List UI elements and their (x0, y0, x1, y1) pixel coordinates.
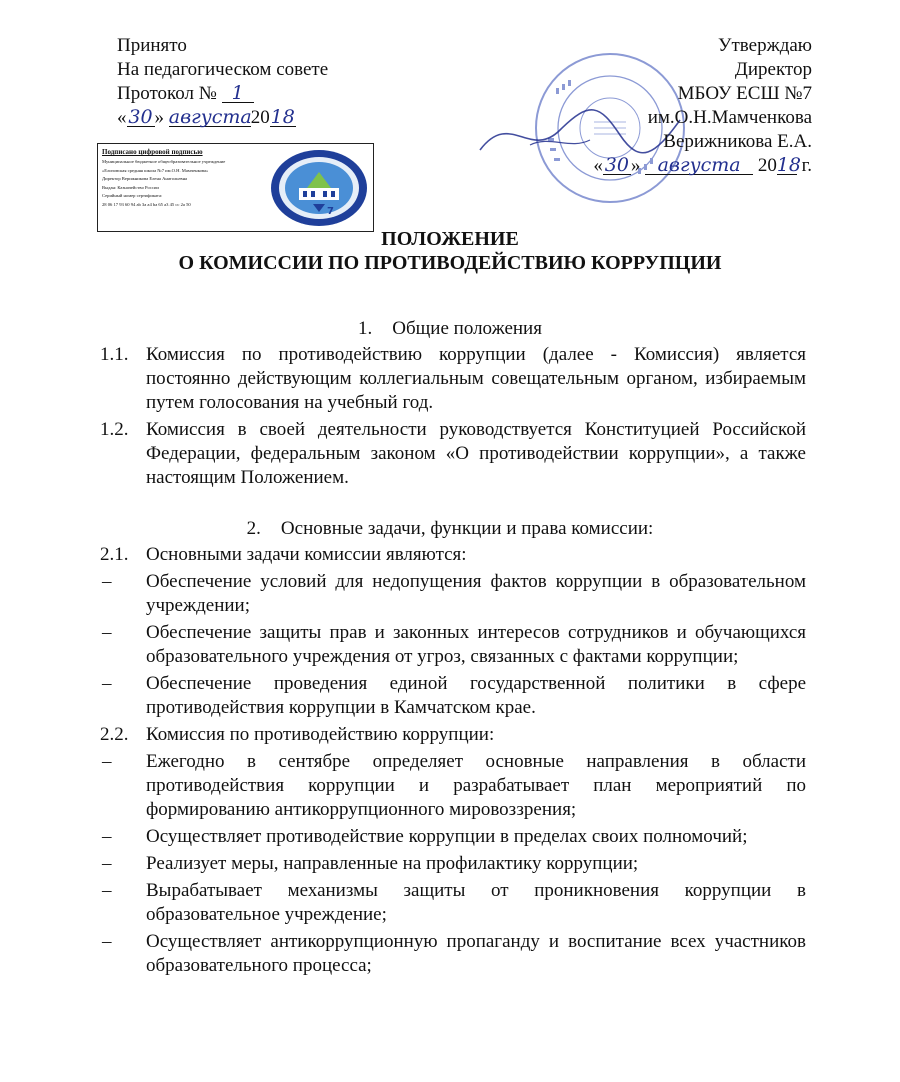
protocol-number: 1 (222, 84, 254, 103)
protocol-label: Протокол № (117, 83, 217, 104)
list-item (0, 930, 806, 978)
approved-year-prefix: 20 (757, 155, 777, 176)
list-item (0, 852, 806, 876)
approval-left-block (117, 34, 328, 130)
clause (0, 543, 806, 567)
list-item (0, 825, 806, 849)
section-title: Общие положения (392, 318, 542, 339)
accepted-year-prefix: 20 (250, 107, 270, 128)
approved-date-day: 30 (604, 154, 629, 176)
section-number: 2. (246, 518, 261, 539)
signature-line: 28 06 17 93 60 94 ab 3a a4 ba 65 a3 45 cc 2a 50 (102, 201, 191, 207)
list-item-text: Обеспечение условий для недопущения фактов коррупции в образовательном учреждении; (146, 571, 806, 616)
list-item-text: Вырабатывает механизмы защиты от проникновения коррупции в образовательное учреждение; (146, 880, 806, 925)
signature-line: «Елизовская средняя школа №7 им.О.Н. Мамченкова» (102, 167, 209, 173)
dash-marker: – (102, 931, 112, 952)
approved-year-suffix: 18 (776, 154, 802, 176)
digital-signature-box (97, 143, 374, 232)
dash-marker: – (102, 826, 112, 847)
council-label: На педагогическом совете (117, 59, 329, 80)
signature-line: Серийный номер сертификата: (102, 193, 163, 199)
accepted-date-day: 30 (128, 106, 153, 128)
open-quote: « (593, 155, 603, 176)
list-item-text: Реализует меры, направленные на профилактику коррупции; (146, 853, 639, 874)
document-title: ПОЛОЖЕНИЕ (381, 228, 519, 250)
approval-right-block (593, 34, 812, 178)
accepted-date-line (117, 106, 328, 130)
list-item (0, 879, 806, 927)
clause-number: 2.2. (100, 724, 129, 745)
open-quote: « (117, 107, 127, 128)
director-name: Верижникова Е.А. (663, 131, 812, 152)
signature-line: Муниципальное бюджетное общеобразовательное учреждение (102, 159, 226, 164)
accepted-label: Принято (117, 35, 187, 56)
dash-marker: – (102, 880, 112, 901)
clause-text: Комиссия в своей деятельности руководствуется Конституцией Российской Федерации, федеральным законом «О противодействии коррупции», а также настоящим Положением. (146, 419, 806, 488)
director-label: Директор (734, 59, 812, 80)
clause (0, 418, 806, 490)
section-heading (0, 315, 900, 343)
school-named-after: им.О.Н.Мамченкова (647, 107, 812, 128)
list-item (0, 621, 806, 669)
dash-marker: – (102, 673, 112, 694)
list-item (0, 570, 806, 618)
section-heading (0, 515, 900, 543)
dash-marker: – (102, 853, 112, 874)
clause-number: 1.1. (100, 344, 129, 365)
digital-signature-details (102, 148, 268, 210)
clause-text: Комиссия по противодействию коррупции: (146, 724, 495, 745)
clause-text: Основными задачи комиссии являются: (146, 544, 467, 565)
close-quote: » (630, 155, 641, 176)
list-item-text: Обеспечение защиты прав и законных интересов сотрудников и обучающихся образовательного учреждения от угроз, связанных с фактами коррупции; (146, 622, 806, 667)
section-number: 1. (358, 318, 373, 339)
school-emblem-icon (269, 148, 369, 228)
clause-number: 2.1. (100, 544, 129, 565)
section-spacer (0, 493, 900, 515)
dash-marker: – (102, 751, 112, 772)
signature-line: Директор Верижникова Елена Анатольевна (102, 176, 188, 182)
list-item-text: Осуществляет антикоррупционную пропаганду и воспитание всех участников образовательного процесса; (146, 931, 806, 976)
dash-marker: – (102, 571, 112, 592)
signature-line: Выдан: Казначейство России (102, 184, 159, 190)
list-item-text: Ежегодно в сентябре определяет основные направления в области противодействия коррупции и разрабатывает план мероприятий по формированию антикоррупционного мировоззрения; (146, 751, 806, 820)
clause (0, 343, 806, 415)
dash-marker: – (102, 622, 112, 643)
clause (0, 723, 806, 747)
school-name: МБОУ ЕСШ №7 (677, 83, 812, 104)
approved-date-month: августа (645, 156, 753, 175)
year-abbrev: г. (801, 155, 812, 176)
clause-number: 1.2. (100, 419, 129, 440)
close-quote: » (154, 107, 164, 128)
protocol-line (117, 82, 328, 106)
clause-text: Комиссия по противодействию коррупции (далее - Комиссия) является постоянно действующим коллегиальным совещательным органом, избираемым путем голосования на учебный год. (146, 344, 806, 413)
approved-date-line (593, 154, 812, 178)
svg-text:7: 7 (327, 206, 334, 217)
section-title: Основные задачи, функции и права комиссии: (280, 518, 654, 539)
approve-label: Утверждаю (718, 35, 812, 56)
document-body (0, 315, 900, 981)
accepted-year-suffix: 18 (270, 106, 295, 128)
list-item (0, 750, 806, 822)
digital-signature-title: Подписано цифровой подписью (102, 148, 203, 156)
list-item-text: Обеспечение проведения единой государственной политики в сфере противодействия коррупции в Камчатском крае. (146, 673, 806, 718)
list-item (0, 672, 806, 720)
document-subtitle: О КОМИССИИ ПО ПРОТИВОДЕЙСТВИЮ КОРРУПЦИИ (178, 252, 722, 274)
accepted-date-month: августа (168, 106, 252, 128)
list-item-text: Осуществляет противодействие коррупции в пределах своих полномочий; (146, 826, 748, 847)
